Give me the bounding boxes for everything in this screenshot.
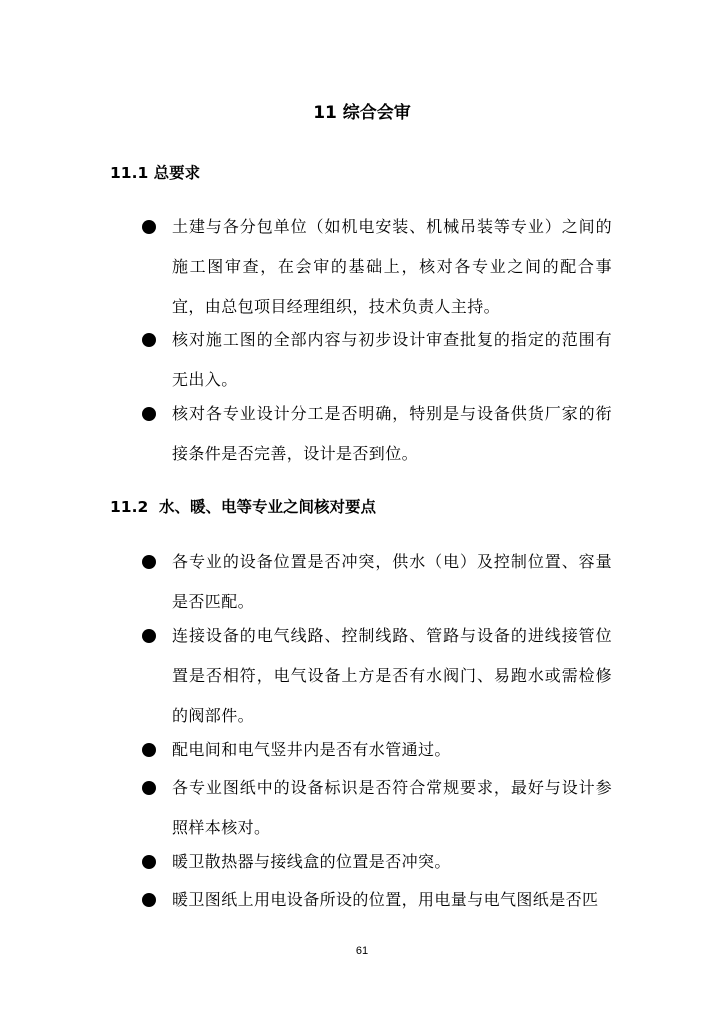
bullet-icon <box>142 781 156 795</box>
page-title: 11 综合会审 <box>313 103 411 123</box>
bullet-icon <box>142 629 156 643</box>
list-item: 核对施工图的全部内容与初步设计审查批复的指定的范围有无出入。 <box>172 330 612 389</box>
bullet-icon <box>142 893 156 907</box>
bullet-icon <box>142 855 156 869</box>
list-item: 各专业图纸中的设备标识是否符合常规要求，最好与设计参照样本核对。 <box>172 778 612 837</box>
bullet-icon <box>142 743 156 757</box>
bullet-icon <box>142 555 156 569</box>
bullet-icon <box>142 333 156 347</box>
list-item: 核对各专业设计分工是否明确，特别是与设备供货厂家的衔接条件是否完善，设计是否到位。 <box>172 404 612 463</box>
list-item: 土建与各分包单位（如机电安装、机械吊装等专业）之间的施工图审查，在会审的基础上，核对各专业之间的配合事宜，由总包项目经理组织，技术负责人主持。 <box>172 217 612 316</box>
list-item: 暖卫散热器与接线盒的位置是否冲突。 <box>172 852 451 871</box>
list-item: 各专业的设备位置是否冲突，供水（电）及控制位置、容量是否匹配。 <box>172 552 612 611</box>
section-heading-coordination-points: 11.2 水、暖、电等专业之间核对要点 <box>110 498 377 516</box>
list-item: 配电间和电气竖井内是否有水管通过。 <box>172 740 451 759</box>
list-item: 暖卫图纸上用电设备所设的位置，用电量与电气图纸是否匹 <box>172 890 599 909</box>
list-item: 连接设备的电气线路、控制线路、管路与设备的进线接管位置是否相符，电气设备上方是否有水阀门、易跑水或需检修的阀部件。 <box>172 626 612 725</box>
bullet-icon <box>142 220 156 234</box>
page-number: 61 <box>355 945 369 957</box>
bullet-icon <box>142 407 156 421</box>
section-heading-general-requirements: 11.1 总要求 <box>110 164 201 182</box>
